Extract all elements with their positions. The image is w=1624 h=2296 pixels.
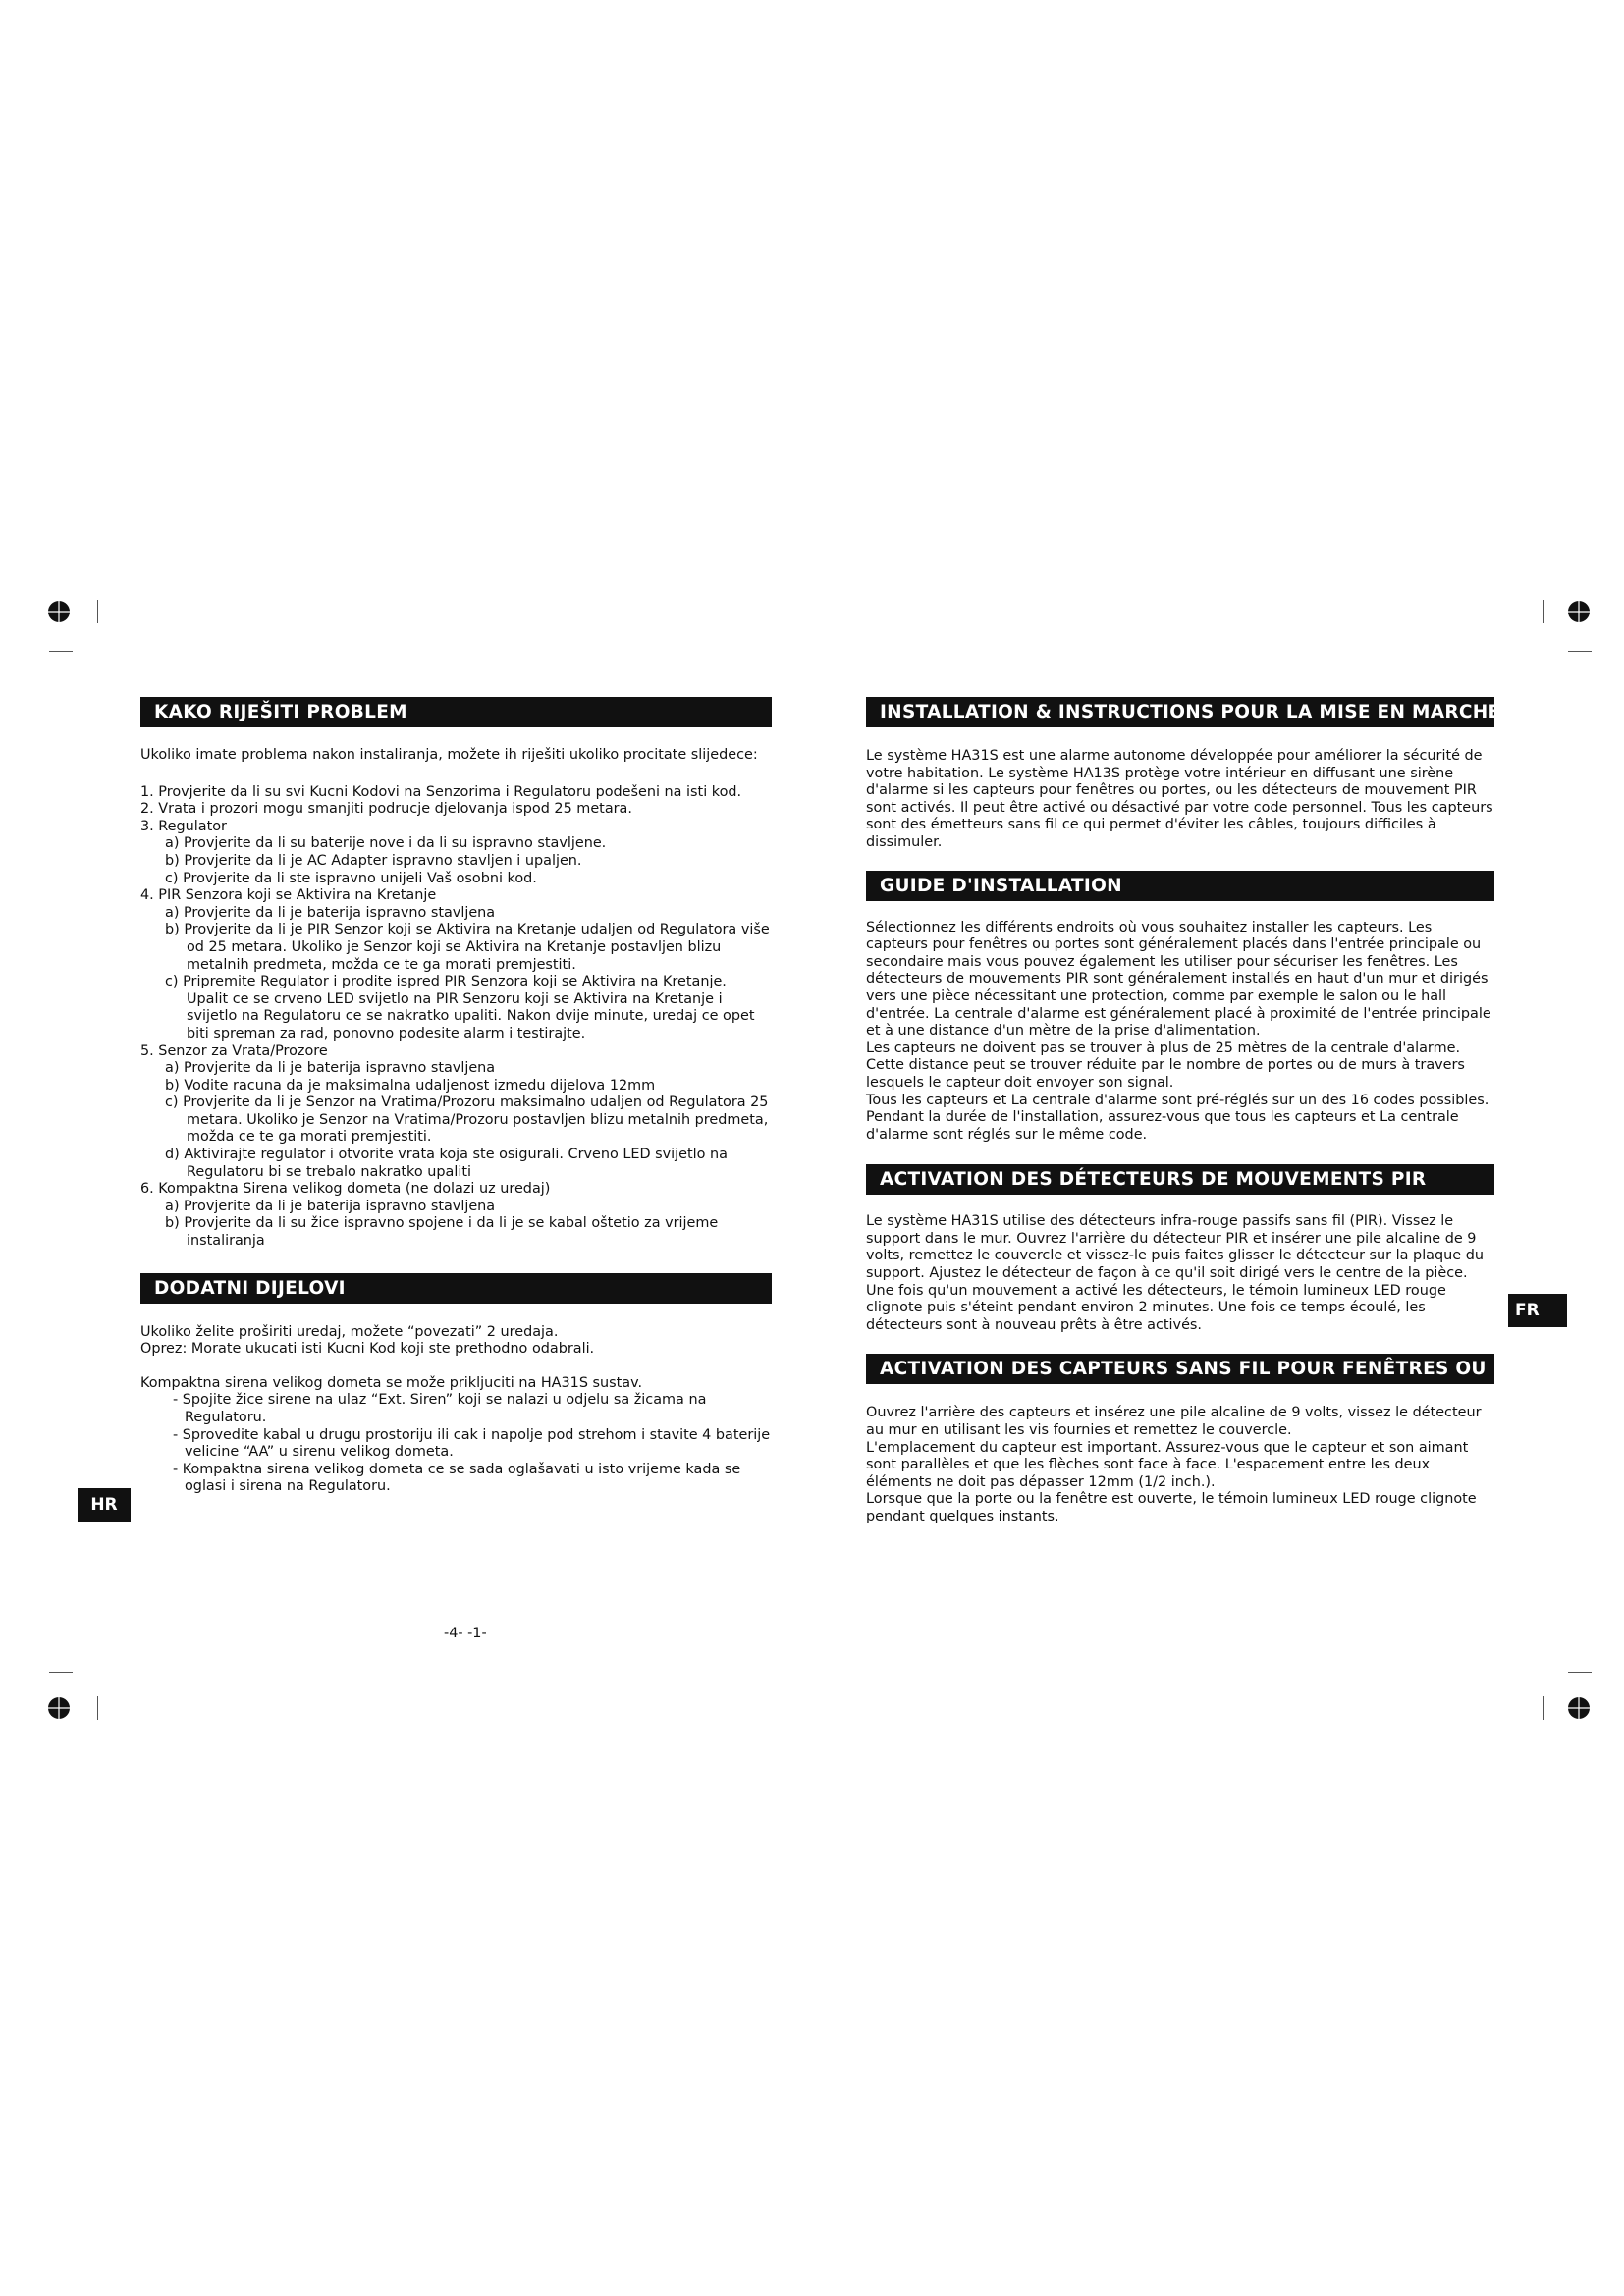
page-numbers: -4- -1- xyxy=(444,1626,487,1641)
paragraph: Ouvrez l'arrière des capteurs et insérez une pile alcaline de 9 volts, vissez le détecteur au mur en utilisant les vis fournies et remettez le couvercle. xyxy=(866,1405,1482,1439)
registration-mark-icon xyxy=(47,600,71,623)
crop-mark xyxy=(49,1672,73,1673)
language-tab-fr: FR xyxy=(1508,1294,1567,1327)
paragraph: Kompaktna sirena velikog dometa se može prikljuciti na HA31S sustav. xyxy=(140,1374,643,1391)
section-heading: GUIDE D'INSTALLATION xyxy=(866,871,1494,901)
crop-mark xyxy=(97,600,98,623)
siren-steps-list xyxy=(140,1392,772,1496)
paragraph: Une fois qu'un mouvement a activé les détecteurs, le témoin lumineux LED rouge clignote puis s'éteint pendant environ 2 minutes. Une fois ce temps écoulé, les détecteurs sont à nouveau prêts à être activés. xyxy=(866,1282,1446,1333)
list-item: 3. Regulator xyxy=(140,818,227,834)
list-item: a) Provjerite da li je baterija ispravno stavljena xyxy=(165,904,496,921)
crop-mark xyxy=(1543,600,1544,623)
paragraph: L'emplacement du capteur est important. Assurez-vous que le capteur et son aimant sont parallèles et que les flèches sont face à face. L'espacement entre les deux éléments ne doit pas dépasser 12mm (1/2 inch.). xyxy=(866,1439,1469,1490)
troubleshooting-list xyxy=(140,784,772,1251)
section-heading: ACTIVATION DES DÉTECTEURS DE MOUVEMENTS PIR xyxy=(866,1164,1494,1195)
paragraph: Sélectionnez les différents endroits où vous souhaitez installer les capteurs. Les capteurs pour fenêtres ou portes sont généralement placés dans l'entrée principale ou secondaire mais vous pouvez également les utiliser pour sécuriser les fenêtres. Les détecteurs de mouvements PIR sont généralement installés en haut d'un mur et dirigés vers une pièce nécessitant une protection, comme par exemple le salon ou le hall d'entrée. La centrale d'alarme est généralement placé à proximité de l'entrée principale et à une distance d'un mètre de la prise d'alimentation. xyxy=(866,919,1491,1040)
list-item: - Kompaktna sirena velikog dometa ce se sada oglašavati u isto vrijeme kada se oglasi i sirena na Regulatoru. xyxy=(173,1461,741,1495)
list-item: a) Provjerite da li su baterije nove i da li su ispravno stavljene. xyxy=(165,835,607,852)
list-item: - Sprovedite kabal u drugu prostoriju ili cak i napolje pod strehom i stavite 4 baterije velicine “AA” u sirenu velikog dometa. xyxy=(173,1426,771,1461)
list-item: b) Provjerite da li su žice ispravno spojene i da li je se kabal oštetio za vrijeme instaliranja xyxy=(165,1215,719,1250)
list-item: b) Provjerite da li je PIR Senzor koji se Aktivira na Kretanje udaljen od Regulatora više od 25 metara. Ukoliko je Senzor koji se Aktivira na Kretanje postavljen blizu metalnih predmeta, možda ce te ga morati premjestiti. xyxy=(165,922,770,973)
list-item: a) Provjerite da li je baterija ispravno stavljena xyxy=(165,1060,496,1077)
crop-mark xyxy=(1568,1672,1592,1673)
crop-mark xyxy=(1543,1696,1544,1720)
left-page xyxy=(140,697,772,1496)
list-item: - Spojite žice sirene na ulaz “Ext. Siren” koji se nalazi u odjelu sa žicama na Regulatoru. xyxy=(173,1392,707,1425)
list-item: c) Pripremite Regulator i prodite ispred PIR Senzora koji se Aktivira na Kretanje. Upalit ce se crveno LED svijetlo na PIR Senzoru koji se Aktivira na Kretanje i svijetlo na Regulatoru ce se nakratko upaliti. Nakon dvije minute, uredaj ce opet biti spreman za rad, ponovno podesite alarm i testirajte. xyxy=(165,974,755,1041)
list-item: b) Vodite racuna da je maksimalna udaljenost izmedu dijelova 12mm xyxy=(165,1077,656,1094)
list-item: b) Provjerite da li je AC Adapter ispravno stavljen i upaljen. xyxy=(165,852,582,869)
paragraph: Les capteurs ne doivent pas se trouver à plus de 25 mètres de la centrale d'alarme. Cette distance peut se trouver réduite par le nombre de portes ou de murs à travers lesquels le capteur doit envoyer son signal. xyxy=(866,1040,1465,1091)
crop-mark xyxy=(97,1696,98,1720)
section-heading: ACTIVATION DES CAPTEURS SANS FIL POUR FENÊTRES OU PORTES xyxy=(866,1354,1494,1384)
section-heading: INSTALLATION & INSTRUCTIONS POUR LA MISE EN MARCHE xyxy=(866,697,1494,727)
list-item: d) Aktivirajte regulator i otvorite vrata koja ste osigurali. Crveno LED svijetlo na Regulatoru bi se trebalo nakratko upaliti xyxy=(165,1147,728,1180)
list-item: a) Provjerite da li je baterija ispravno stavljena xyxy=(165,1198,496,1214)
registration-mark-icon xyxy=(47,1696,71,1720)
list-item: 5. Senzor za Vrata/Prozore xyxy=(140,1042,328,1059)
paragraph: Tous les capteurs et La centrale d'alarme sont pré-réglés sur un des 16 codes possibles. Pendant la durée de l'installation, assurez-vous que tous les capteurs et La centrale d'alarme sont réglés sur le même code. xyxy=(866,1092,1489,1143)
intro-paragraph: Ukoliko imate problema nakon instaliranja, možete ih riješiti ukoliko procitate slijedece: xyxy=(140,747,758,763)
right-page xyxy=(866,697,1575,1526)
list-item: 6. Kompaktna Sirena velikog dometa (ne dolazi uz uredaj) xyxy=(140,1181,551,1198)
section-heading: KAKO RIJEŠITI PROBLEM xyxy=(140,697,772,727)
list-item: 1. Provjerite da li su svi Kucni Kodovi na Senzorima i Regulatoru podešeni na isti kod. xyxy=(140,783,742,800)
paragraph: Ukoliko želite proširiti uredaj, možete “povezati” 2 uredaja. xyxy=(140,1323,559,1340)
list-item: c) Provjerite da li je Senzor na Vratima/Prozoru maksimalno udaljen od Regulatora 25 metara. Ukoliko je Senzor na Vratima/Prozoru postavljen blizu metalnih predmeta, možda ce te ga morati premjestiti. xyxy=(165,1095,769,1146)
crop-mark xyxy=(1568,651,1592,652)
paragraph: Le système HA31S utilise des détecteurs infra-rouge passifs sans fil (PIR). Vissez le support dans le mur. Ouvrez l'arrière du détecteur PIR et insérer une pile alcaline de 9 volts, remettez le couvercle et vissez-le puis faites glisser le détecteur sur la plaque du support. Ajustez le détecteur de façon à ce qu'il soit dirigé vers le centre de la pièce. xyxy=(866,1213,1484,1282)
language-tab-hr: HR xyxy=(78,1488,131,1522)
list-item: c) Provjerite da li ste ispravno unijeli Vaš osobni kod. xyxy=(165,870,537,886)
paragraph: Oprez: Morate ukucati isti Kucni Kod koji ste prethodno odabrali. xyxy=(140,1341,595,1358)
registration-mark-icon xyxy=(1567,1696,1591,1720)
paragraph: Lorsque que la porte ou la fenêtre est ouverte, le témoin lumineux LED rouge clignote pendant quelques instants. xyxy=(866,1491,1477,1524)
section-heading: DODATNI DIJELOVI xyxy=(140,1273,772,1304)
crop-mark xyxy=(49,651,73,652)
paragraph: Le système HA31S est une alarme autonome développée pour améliorer la sécurité de votre habitation. Le système HA13S protège votre intérieur en diffusant une sirène d'alarme si les capteurs pour fenêtres ou portes, ou les détecteurs de mouvement PIR sont activés. Il peut être activé ou désactivé par votre code personnel. Tous les capteurs sont des émetteurs sans fil ce qui permet d'éviter les câbles, toujours difficiles à dissimuler. xyxy=(866,748,1493,850)
list-item: 4. PIR Senzora koji se Aktivira na Kretanje xyxy=(140,887,437,904)
list-item: 2. Vrata i prozori mogu smanjiti podrucje djelovanja ispod 25 metara. xyxy=(140,801,632,818)
registration-mark-icon xyxy=(1567,600,1591,623)
